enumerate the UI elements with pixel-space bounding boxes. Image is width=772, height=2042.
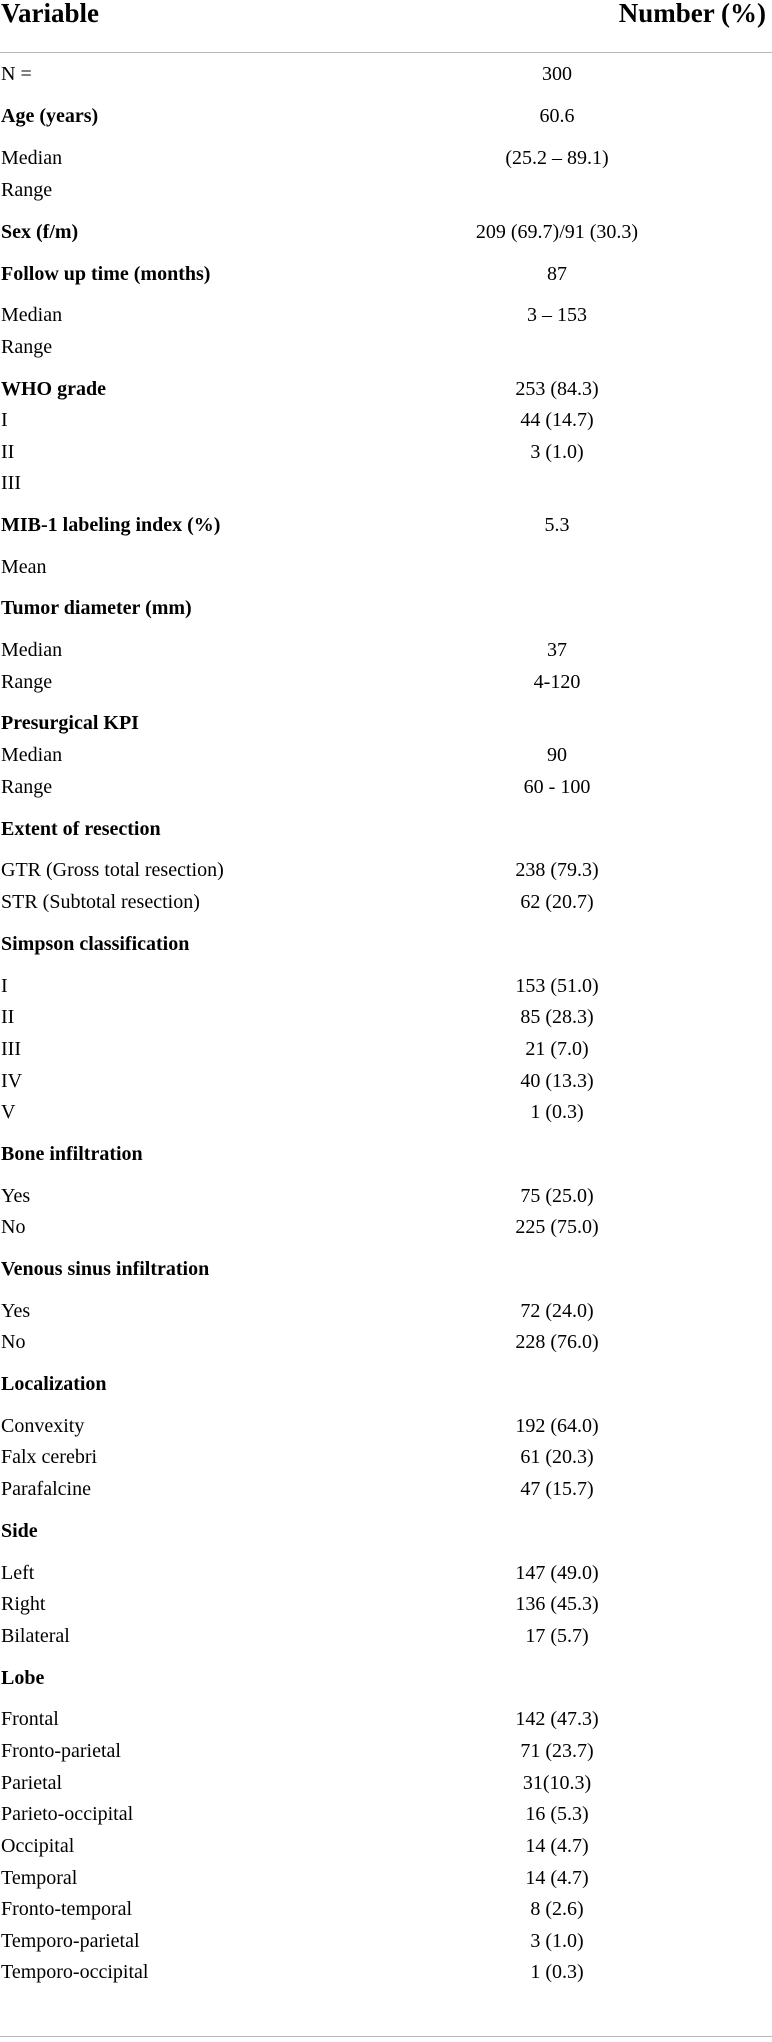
- row-label: I: [1, 409, 8, 431]
- row-value: 21 (7.0): [525, 1038, 589, 1060]
- row-value: 60.6: [539, 105, 575, 127]
- row-label: II: [1, 441, 15, 463]
- row-label: Median: [1, 147, 63, 169]
- row-value: 14 (4.7): [525, 1835, 589, 1857]
- row-label: Median: [1, 304, 63, 326]
- row-label: Range: [1, 776, 53, 798]
- row-label: Temporo-occipital: [1, 1961, 149, 1983]
- row-value: 1 (0.3): [530, 1961, 584, 1983]
- row-label: Venous sinus infiltration: [1, 1258, 210, 1280]
- row-value: 14 (4.7): [525, 1867, 589, 1889]
- row-label: Median: [1, 744, 63, 766]
- row-value: 300: [542, 63, 572, 85]
- row-label: Occipital: [1, 1835, 75, 1857]
- row-label: WHO grade: [1, 378, 106, 400]
- row-label: N =: [1, 63, 32, 85]
- row-value: 192 (64.0): [515, 1415, 599, 1437]
- row-label: V: [1, 1101, 16, 1123]
- row-label: I: [1, 975, 8, 997]
- row-value: 228 (76.0): [515, 1331, 599, 1353]
- row-value: 31(10.3): [522, 1772, 592, 1794]
- row-label: STR (Subtotal resection): [1, 891, 200, 913]
- row-label: Parieto-occipital: [1, 1803, 134, 1825]
- row-label: III: [1, 472, 21, 494]
- row-label: Mean: [1, 556, 47, 578]
- row-value: 136 (45.3): [515, 1593, 599, 1615]
- row-value: 1 (0.3): [530, 1101, 584, 1123]
- row-label: Convexity: [1, 1415, 85, 1437]
- table-header: [0, 0, 772, 53]
- row-value: 238 (79.3): [515, 859, 599, 881]
- row-label: Median: [1, 639, 63, 661]
- row-label: Extent of resection: [1, 818, 161, 840]
- row-value: 71 (23.7): [520, 1740, 594, 1762]
- row-value: (25.2 – 89.1): [505, 147, 609, 169]
- row-value: 87: [547, 263, 567, 285]
- row-value: 85 (28.3): [520, 1006, 594, 1028]
- row-value: 4-120: [533, 671, 581, 693]
- row-label: Fronto-parietal: [1, 1740, 121, 1762]
- row-value: 3 (1.0): [530, 1930, 584, 1952]
- row-value: 60 - 100: [523, 776, 591, 798]
- row-label: Sex (f/m): [1, 221, 79, 243]
- row-label: Temporo-parietal: [1, 1930, 140, 1952]
- row-label: Left: [1, 1562, 35, 1584]
- row-label: Frontal: [1, 1708, 59, 1730]
- row-value: 47 (15.7): [520, 1478, 594, 1500]
- row-value: 8 (2.6): [530, 1898, 584, 1920]
- row-value: 209 (69.7)/91 (30.3): [475, 221, 639, 243]
- row-label: Parafalcine: [1, 1478, 91, 1500]
- row-value: 44 (14.7): [520, 409, 594, 431]
- row-value: 3 (1.0): [530, 441, 584, 463]
- row-label: Lobe: [1, 1667, 45, 1689]
- row-label: Bone infiltration: [1, 1143, 143, 1165]
- row-label: Falx cerebri: [1, 1446, 98, 1468]
- row-label: Side: [1, 1520, 38, 1542]
- row-value: 72 (24.0): [520, 1300, 594, 1322]
- row-label: Follow up time (months): [1, 263, 211, 285]
- row-value: 5.3: [544, 514, 570, 536]
- table-bottom-rule: [0, 2036, 772, 2037]
- row-label: No: [1, 1331, 26, 1353]
- row-label: Yes: [1, 1185, 31, 1207]
- row-label: Range: [1, 336, 53, 358]
- row-value: 16 (5.3): [525, 1803, 589, 1825]
- row-value: 147 (49.0): [515, 1562, 599, 1584]
- row-label: Presurgical KPI: [1, 712, 139, 734]
- row-label: IV: [1, 1070, 23, 1092]
- row-label: Parietal: [1, 1772, 63, 1794]
- row-value: 40 (13.3): [520, 1070, 594, 1092]
- row-label: III: [1, 1038, 21, 1060]
- row-label: II: [1, 1006, 15, 1028]
- row-value: 142 (47.3): [515, 1708, 599, 1730]
- row-label: Fronto-temporal: [1, 1898, 133, 1920]
- row-label: Range: [1, 179, 53, 201]
- row-label: Localization: [1, 1373, 107, 1395]
- row-label: Bilateral: [1, 1625, 70, 1647]
- number-column-header: Number (%): [618, 0, 766, 28]
- row-label: GTR (Gross total resection): [1, 859, 224, 881]
- row-value: 17 (5.7): [525, 1625, 589, 1647]
- variable-column-header: Variable: [1, 0, 100, 28]
- row-label: Tumor diameter (mm): [1, 597, 192, 619]
- row-value: 225 (75.0): [515, 1216, 599, 1238]
- row-label: Right: [1, 1593, 46, 1615]
- row-value: 90: [547, 744, 567, 766]
- row-value: 153 (51.0): [515, 975, 599, 997]
- row-value: 61 (20.3): [520, 1446, 594, 1468]
- row-value: 253 (84.3): [515, 378, 599, 400]
- row-label: MIB-1 labeling index (%): [1, 514, 221, 536]
- row-label: Age (years): [1, 105, 99, 127]
- row-label: Yes: [1, 1300, 31, 1322]
- row-value: 75 (25.0): [520, 1185, 594, 1207]
- row-label: Temporal: [1, 1867, 78, 1889]
- row-value: 3 – 153: [527, 304, 587, 326]
- row-label: Range: [1, 671, 53, 693]
- row-value: 62 (20.7): [520, 891, 594, 913]
- row-label: No: [1, 1216, 26, 1238]
- row-label: Simpson classification: [1, 933, 190, 955]
- row-value: 37: [547, 639, 567, 661]
